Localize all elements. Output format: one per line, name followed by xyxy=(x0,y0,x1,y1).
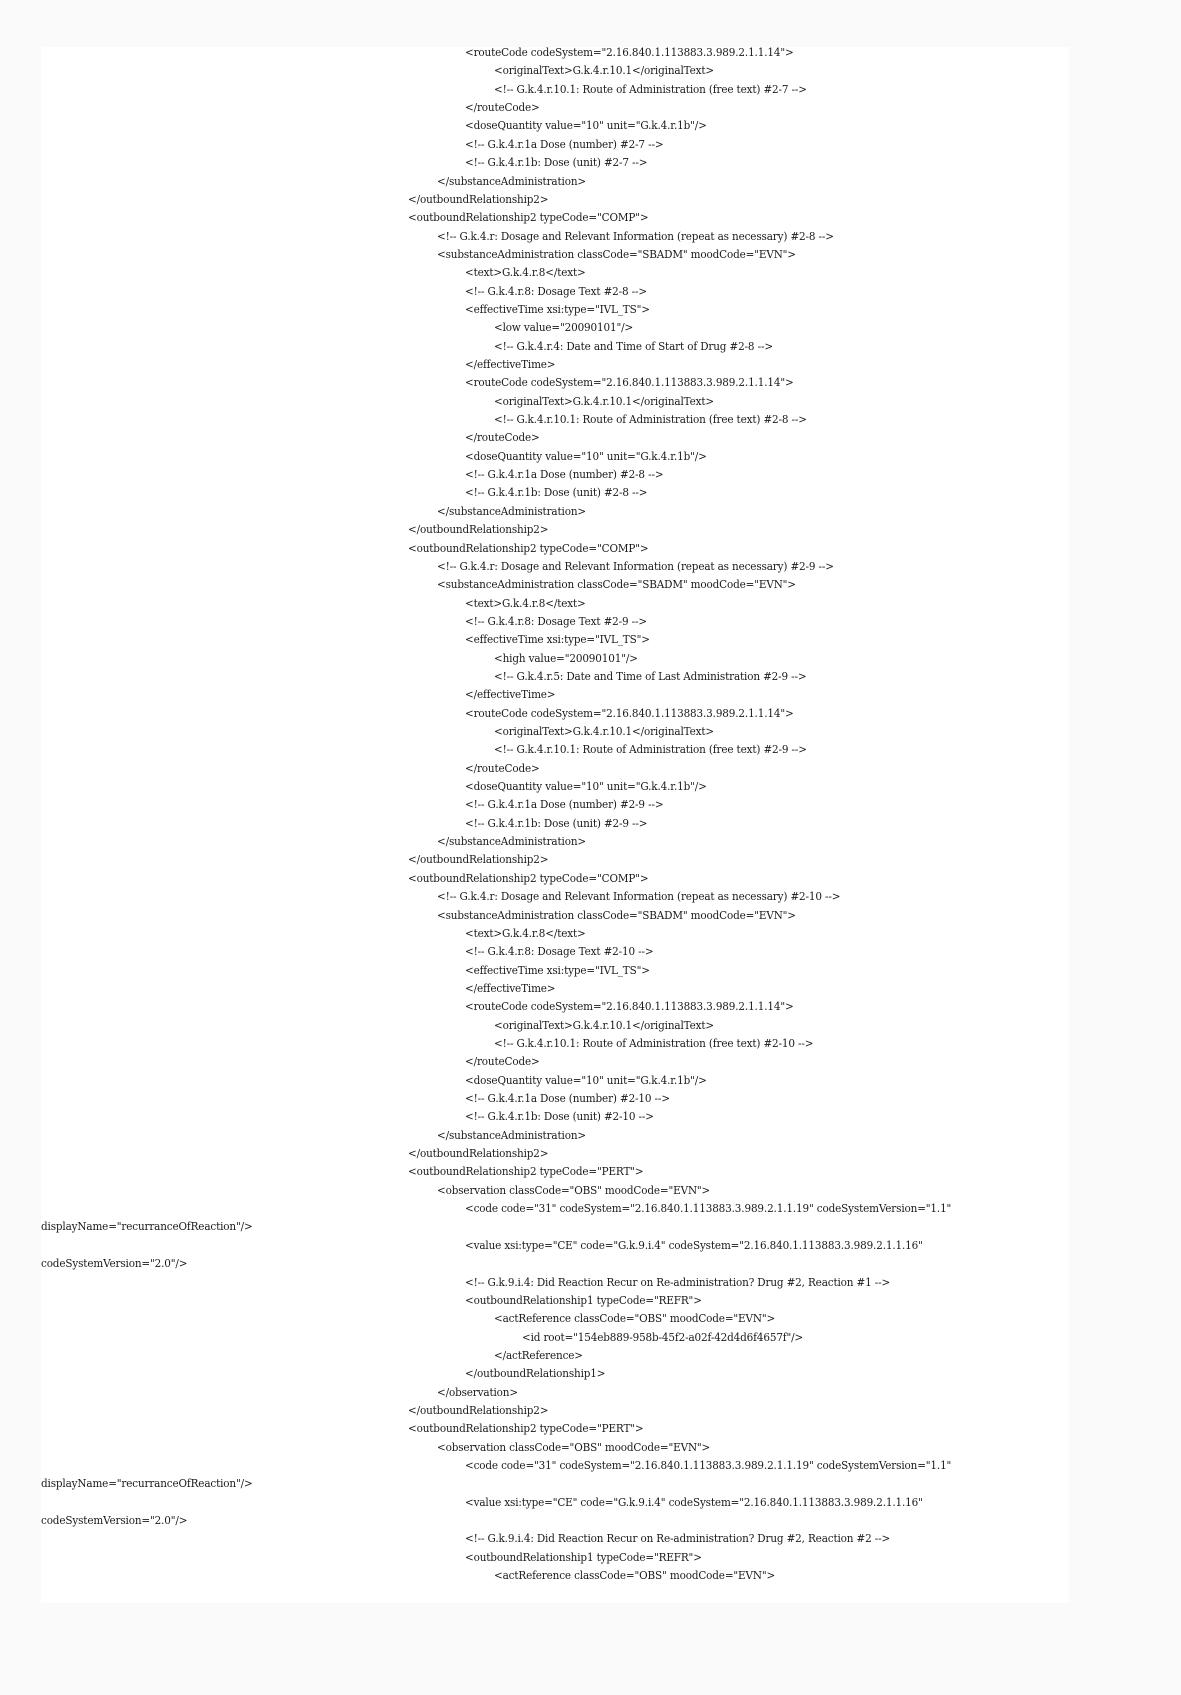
code-line: </effectiveTime> xyxy=(465,358,556,371)
code-line: <observation classCode="OBS" moodCode="EVN"> xyxy=(436,1183,710,1197)
code-line: <outboundRelationship2 typeCode="COMP"> xyxy=(408,541,649,555)
code-line: <originalText>G.k.4.r.10.1</originalText> xyxy=(493,64,714,78)
code-line: </outboundRelationship1> xyxy=(465,1367,606,1381)
code-line: <!-- G.k.4.r.1b: Dose (unit) #2-9 --> xyxy=(465,816,648,830)
code-line: <!-- G.k.4.r.10.1: Route of Administration (free text) #2-10 --> xyxy=(493,1036,814,1050)
code-line: <outboundRelationship2 typeCode="COMP"> xyxy=(408,211,649,225)
code-line: <actReference classCode="OBS" moodCode="EVN"> xyxy=(493,1569,775,1583)
code-line: <!-- G.k.4.r.1a Dose (number) #2-9 --> xyxy=(465,798,664,812)
code-line: <routeCode codeSystem="2.16.840.1.113883.3.989.2.1.1.14"> xyxy=(465,1000,794,1014)
code-line: <text>G.k.4.r.8</text> xyxy=(465,266,586,280)
code-line: <originalText>G.k.4.r.10.1</originalText> xyxy=(493,1018,714,1032)
code-line: </outboundRelationship2> xyxy=(408,1403,549,1417)
code-line: <outboundRelationship1 typeCode="REFR"> xyxy=(465,1550,702,1564)
code-line: </routeCode> xyxy=(465,1055,540,1069)
code-line: <doseQuantity value="10" unit="G.k.4.r.1b"/> xyxy=(465,449,707,463)
code-line: <text>G.k.4.r.8</text> xyxy=(465,926,586,940)
code-line: <high value="20090101"/> xyxy=(493,651,638,665)
code-line: <low value="20090101"/> xyxy=(493,321,633,335)
code-line: <!-- G.k.4.r.1b: Dose (unit) #2-7 --> xyxy=(465,156,648,170)
code-line: <outboundRelationship2 typeCode="PERT"> xyxy=(408,1165,644,1179)
xml-document-page xyxy=(41,47,1069,1603)
code-line: <substanceAdministration classCode="SBADM" moodCode="EVN"> xyxy=(436,908,796,922)
code-line: <substanceAdministration classCode="SBADM" moodCode="EVN"> xyxy=(436,247,796,261)
code-line: </substanceAdministration> xyxy=(436,174,586,188)
code-line: </outboundRelationship2> xyxy=(408,192,549,206)
code-line-wrapped: codeSystemVersion="2.0"/> xyxy=(41,1257,188,1271)
code-line: </outboundRelationship2> xyxy=(408,1147,549,1160)
code-line: </routeCode> xyxy=(465,101,540,115)
code-line: <!-- G.k.4.r.8: Dosage Text #2-8 --> xyxy=(465,284,648,298)
code-line: </substanceAdministration> xyxy=(436,835,586,849)
code-line: </outboundRelationship2> xyxy=(408,523,549,537)
code-line: <effectiveTime xsi:type="IVL_TS"> xyxy=(465,633,651,647)
code-line: </effectiveTime> xyxy=(465,981,556,995)
code-line: <!-- G.k.4.r: Dosage and Relevant Information (repeat as necessary) #2-9 --> xyxy=(436,559,834,573)
code-line: <!-- G.k.4.r.8: Dosage Text #2-10 --> xyxy=(465,945,654,959)
code-line: <!-- G.k.4.r.8: Dosage Text #2-9 --> xyxy=(465,614,648,628)
code-line: <!-- G.k.4.r.1b: Dose (unit) #2-10 --> xyxy=(465,1110,655,1124)
code-line: <originalText>G.k.4.r.10.1</originalText> xyxy=(493,725,714,738)
code-line: <!-- G.k.4.r.1b: Dose (unit) #2-8 --> xyxy=(465,486,648,500)
code-line: <!-- G.k.4.r: Dosage and Relevant Information (repeat as necessary) #2-8 --> xyxy=(436,229,834,243)
code-line: <doseQuantity value="10" unit="G.k.4.r.1b"/> xyxy=(465,780,707,793)
code-line: <!-- G.k.4.r.1a Dose (number) #2-10 --> xyxy=(465,1092,671,1105)
code-line: <routeCode codeSystem="2.16.840.1.113883.3.989.2.1.1.14"> xyxy=(465,46,794,59)
code-line: <effectiveTime xsi:type="IVL_TS"> xyxy=(465,302,651,316)
code-line: <effectiveTime xsi:type="IVL_TS"> xyxy=(465,963,651,977)
code-line: <!-- G.k.4.r.5: Date and Time of Last Administration #2-9 --> xyxy=(493,669,807,683)
code-line: </substanceAdministration> xyxy=(436,1128,586,1142)
code-line: <outboundRelationship2 typeCode="COMP"> xyxy=(408,871,649,885)
code-line: </substanceAdministration> xyxy=(436,504,586,518)
code-line: <doseQuantity value="10" unit="G.k.4.r.1b"/> xyxy=(465,119,707,133)
code-line: <id root="154eb889-958b-45f2-a02f-42d4d6f4657f"/> xyxy=(522,1330,804,1344)
code-line-wrapped: codeSystemVersion="2.0"/> xyxy=(41,1514,188,1527)
code-line: <outboundRelationship1 typeCode="REFR"> xyxy=(465,1293,702,1307)
code-line: <!-- G.k.4.r.1a Dose (number) #2-7 --> xyxy=(465,137,664,151)
code-line: <!-- G.k.4.r: Dosage and Relevant Information (repeat as necessary) #2-10 --> xyxy=(436,890,840,904)
code-line: </effectiveTime> xyxy=(465,688,556,702)
code-line: <routeCode codeSystem="2.16.840.1.113883.3.989.2.1.1.14"> xyxy=(465,706,794,720)
code-line: </observation> xyxy=(436,1385,518,1399)
code-line-wrapped: displayName="recurranceOfReaction"/> xyxy=(41,1477,253,1491)
code-line: <!-- G.k.4.r.10.1: Route of Administration (free text) #2-9 --> xyxy=(493,743,807,757)
code-line: <code code="31" codeSystem="2.16.840.1.113883.3.989.2.1.1.19" codeSystemVersion="1.1" xyxy=(465,1202,952,1216)
code-line: <originalText>G.k.4.r.10.1</originalText> xyxy=(493,394,714,408)
code-line: </outboundRelationship2> xyxy=(408,853,549,867)
code-line: <substanceAdministration classCode="SBADM" moodCode="EVN"> xyxy=(436,578,796,592)
code-line: <outboundRelationship2 typeCode="PERT"> xyxy=(408,1422,644,1436)
code-line: <value xsi:type="CE" code="G.k.9.i.4" codeSystem="2.16.840.1.113883.3.989.2.1.1.16" xyxy=(465,1495,923,1509)
code-line: <!-- G.k.4.r.10.1: Route of Administration (free text) #2-7 --> xyxy=(493,82,807,96)
code-line: <!-- G.k.9.i.4: Did Reaction Recur on Re-administration? Drug #2, Reaction #1 --> xyxy=(465,1275,891,1289)
code-line: <doseQuantity value="10" unit="G.k.4.r.1b"/> xyxy=(465,1073,707,1087)
code-line: <!-- G.k.4.r.1a Dose (number) #2-8 --> xyxy=(465,468,664,482)
code-line: <actReference classCode="OBS" moodCode="EVN"> xyxy=(493,1312,775,1326)
code-line: <!-- G.k.9.i.4: Did Reaction Recur on Re-administration? Drug #2, Reaction #2 --> xyxy=(465,1532,891,1546)
code-line: <code code="31" codeSystem="2.16.840.1.113883.3.989.2.1.1.19" codeSystemVersion="1.1" xyxy=(465,1459,952,1472)
code-line: <observation classCode="OBS" moodCode="EVN"> xyxy=(436,1440,710,1454)
code-line-wrapped: displayName="recurranceOfReaction"/> xyxy=(41,1220,253,1234)
code-line: <text>G.k.4.r.8</text> xyxy=(465,596,586,610)
code-line: </routeCode> xyxy=(465,431,540,445)
code-line: </routeCode> xyxy=(465,761,540,775)
code-line: </actReference> xyxy=(493,1348,583,1362)
code-line: <!-- G.k.4.r.10.1: Route of Administration (free text) #2-8 --> xyxy=(493,413,807,426)
code-line: <routeCode codeSystem="2.16.840.1.113883.3.989.2.1.1.14"> xyxy=(465,376,794,390)
code-line: <!-- G.k.4.r.4: Date and Time of Start of Drug #2-8 --> xyxy=(493,339,773,353)
code-line: <value xsi:type="CE" code="G.k.9.i.4" codeSystem="2.16.840.1.113883.3.989.2.1.1.16" xyxy=(465,1238,923,1252)
